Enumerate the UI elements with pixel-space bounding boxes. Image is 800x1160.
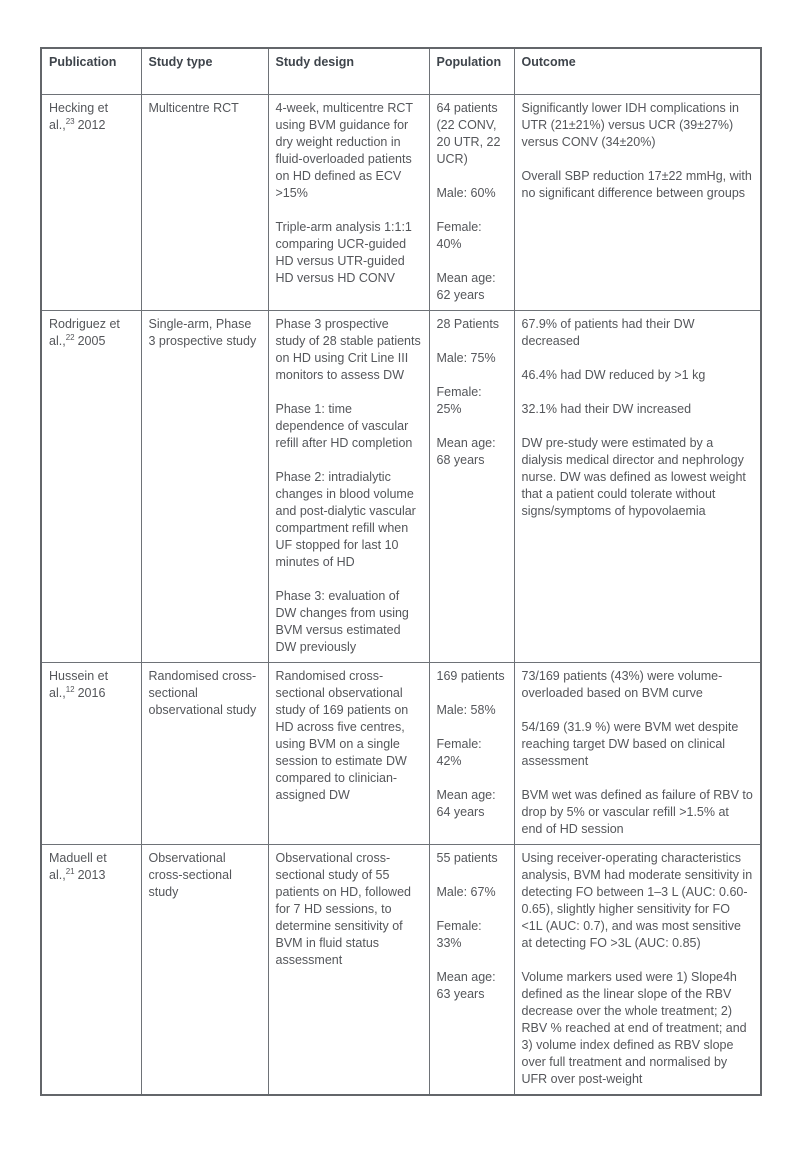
study-design-paragraph: Randomised cross-sectional observational study of 169 patients on HD across five centres, using BVM on a single session to estimate DW compared to clinician-assigned DW: [275, 668, 409, 802]
publication-cell: [41, 94, 141, 310]
outcome-cell: [514, 662, 761, 844]
studies-table-container: [40, 47, 762, 1096]
study-type-text: Single-arm, Phase 3 prospective study: [148, 316, 257, 348]
citation-reference-number: 23: [65, 116, 75, 126]
study-design-paragraph: Phase 2: intradialytic changes in blood volume and post-dialytic vascular compartment refill when UF stopped for last 10 minutes of HD: [275, 469, 416, 569]
publication-authors: Maduell et al.,: [49, 850, 107, 882]
outcome-paragraph: 32.1% had their DW increased: [521, 401, 692, 416]
study-type-text: Randomised cross-sectional observational study: [148, 668, 257, 717]
publication-text: [49, 316, 134, 350]
population-cell: [429, 662, 514, 844]
citation-reference-number: 22: [65, 332, 75, 342]
population-cell: [429, 94, 514, 310]
population-line: Female: 42%: [436, 736, 482, 768]
outcome-paragraph: 46.4% had DW reduced by >1 kg: [521, 367, 706, 382]
studies-table: [40, 47, 762, 1096]
publication-year: 2016: [77, 685, 106, 700]
publication-authors: Rodriguez et al.,: [49, 316, 120, 348]
population-line: 55 patients: [436, 850, 498, 865]
publication-year: 2013: [77, 867, 106, 882]
study-type-cell: [141, 94, 268, 310]
table-header: [41, 48, 761, 94]
population-line: Female: 25%: [436, 384, 482, 416]
population-line: Mean age: 68 years: [436, 435, 496, 467]
column-header-outcome: Outcome: [514, 48, 761, 94]
publication-text: [49, 850, 134, 884]
study-type-text: Observational cross-sectional study: [148, 850, 232, 899]
publication-year: 2005: [77, 333, 106, 348]
population-line: Mean age: 63 years: [436, 969, 496, 1001]
population-line: Male: 67%: [436, 884, 496, 899]
column-header-study-type: Study type: [141, 48, 268, 94]
table-row: [41, 310, 761, 662]
publication-authors: Hecking et al.,: [49, 100, 109, 132]
study-type-cell: [141, 662, 268, 844]
outcome-paragraph: DW pre-study were estimated by a dialysis medical director and nephrology nurse. DW was defined as lowest weight that a patient could tolerate without signs/symptoms of hypovolaemia: [521, 435, 746, 518]
table-row: [41, 662, 761, 844]
population-line: Male: 58%: [436, 702, 496, 717]
citation-reference-number: 21: [65, 866, 75, 876]
population-line: Mean age: 62 years: [436, 270, 496, 302]
column-header-population: Population: [429, 48, 514, 94]
column-header-study-design: Study design: [268, 48, 429, 94]
table-row: [41, 94, 761, 310]
publication-cell: [41, 844, 141, 1095]
study-design-cell: [268, 844, 429, 1095]
study-design-cell: [268, 94, 429, 310]
outcome-cell: [514, 94, 761, 310]
publication-text: [49, 100, 134, 134]
publication-text: [49, 668, 134, 702]
table-row: [41, 844, 761, 1095]
study-type-text: Multicentre RCT: [148, 100, 239, 115]
population-line: 169 patients: [436, 668, 505, 683]
study-design-cell: [268, 310, 429, 662]
population-line: Female: 33%: [436, 918, 482, 950]
outcome-paragraph: Significantly lower IDH complications in UTR (21±21%) versus UCR (39±27%) versus CONV (34±20%): [521, 100, 739, 149]
publication-cell: [41, 310, 141, 662]
outcome-cell: [514, 310, 761, 662]
study-design-paragraph: Phase 1: time dependence of vascular refill after HD completion: [275, 401, 413, 450]
study-design-paragraph: Triple-arm analysis 1:1:1 comparing UCR-guided HD versus UTR-guided HD versus HD CONV: [275, 219, 412, 285]
publication-cell: [41, 662, 141, 844]
population-line: Female: 40%: [436, 219, 482, 251]
population-line: Mean age: 64 years: [436, 787, 496, 819]
population-cell: [429, 310, 514, 662]
column-header-publication: Publication: [41, 48, 141, 94]
outcome-paragraph: Overall SBP reduction 17±22 mmHg, with no significant difference between groups: [521, 168, 752, 200]
outcome-paragraph: BVM wet was defined as failure of RBV to drop by 5% or vascular refill >1.5% at end of HD session: [521, 787, 753, 836]
population-line: Male: 60%: [436, 185, 496, 200]
outcome-paragraph: 67.9% of patients had their DW decreased: [521, 316, 695, 348]
outcome-paragraph: Using receiver-operating characteristics analysis, BVM had moderate sensitivity in detecting FO between 1–3 L (AUC: 0.60-0.65), slightly higher sensitivity for FO <1L (AUC: 0.7), and was most sensitive at detecting FO >3L (AUC: 0.85): [521, 850, 753, 950]
publication-authors: Hussein et al.,: [49, 668, 109, 700]
outcome-paragraph: Volume markers used were 1) Slope4h defined as the linear slope of the RBV decrease over the whole treatment; 2) RBV % reached at end of treatment; and 3) volume index defined as RBV slope over full treatment and normalised by UFR over post-weight: [521, 969, 747, 1086]
outcome-paragraph: 54/169 (31.9 %) were BVM wet despite reaching target DW based on clinical assessment: [521, 719, 739, 768]
population-line: 64 patients (22 CONV, 20 UTR, 22 UCR): [436, 100, 501, 166]
publication-year: 2012: [77, 117, 106, 132]
study-design-paragraph: Phase 3 prospective study of 28 stable patients on HD using Crit Line III monitors to assess DW: [275, 316, 421, 382]
study-design-paragraph: Observational cross-sectional study of 55 patients on HD, followed for 7 HD sessions, to determine sensitivity of BVM in fluid status assessment: [275, 850, 411, 967]
population-line: 28 Patients: [436, 316, 500, 331]
outcome-cell: [514, 844, 761, 1095]
table-body: [41, 94, 761, 1095]
study-type-cell: [141, 844, 268, 1095]
citation-reference-number: 12: [65, 684, 75, 694]
population-cell: [429, 844, 514, 1095]
outcome-paragraph: 73/169 patients (43%) were volume-overloaded based on BVM curve: [521, 668, 723, 700]
study-type-cell: [141, 310, 268, 662]
study-design-paragraph: Phase 3: evaluation of DW changes from using BVM versus estimated DW previously: [275, 588, 409, 654]
study-design-paragraph: 4-week, multicentre RCT using BVM guidance for dry weight reduction in fluid-overloaded patients on HD defined as ECV >15%: [275, 100, 413, 200]
table-header-row: [41, 48, 761, 94]
study-design-cell: [268, 662, 429, 844]
population-line: Male: 75%: [436, 350, 496, 365]
